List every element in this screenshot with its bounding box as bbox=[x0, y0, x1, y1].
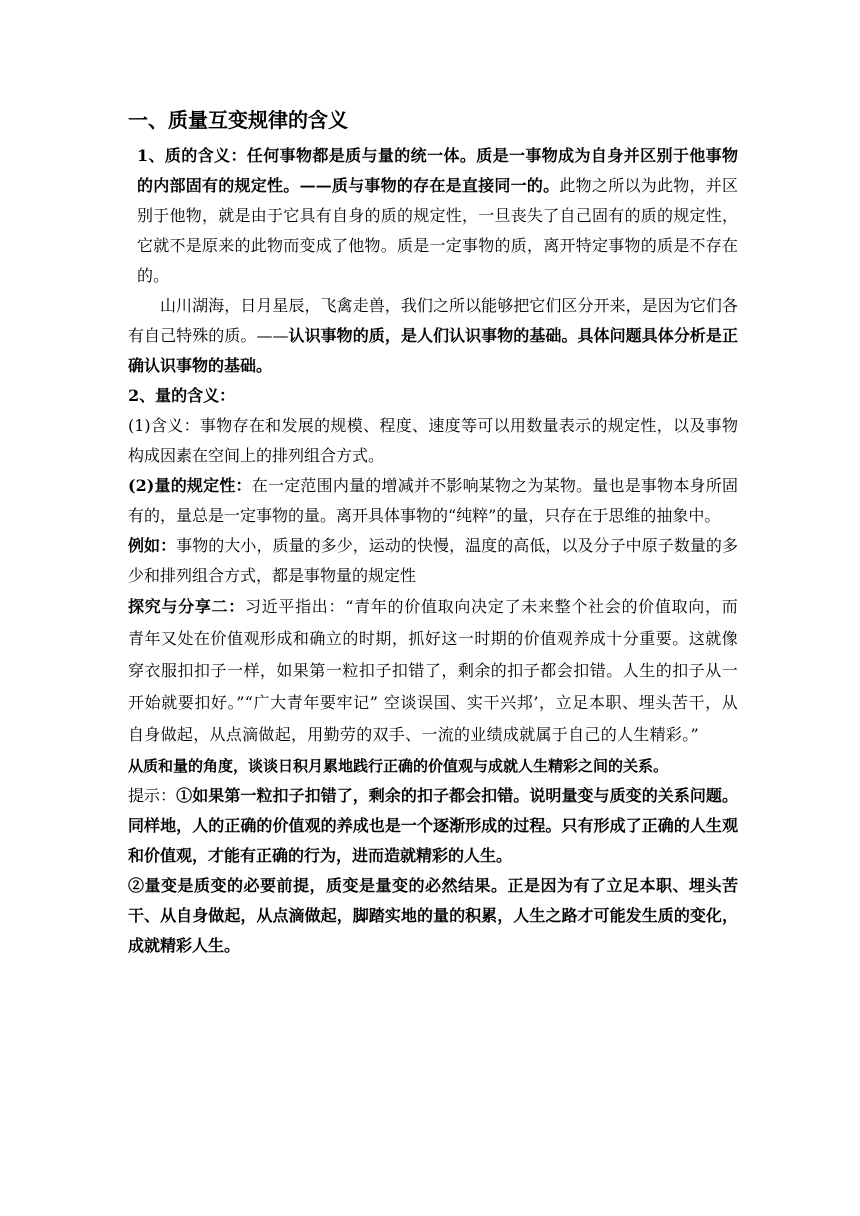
quality-example-text: 山川湖海，日月星辰，飞禽走兽，我们之所以能够把它们区分开来，是因为它们各有自己特殊的质。—— bbox=[128, 296, 738, 345]
quantity-regulation-label: (2)量的规定性： bbox=[128, 476, 252, 495]
quantity-example bbox=[128, 531, 738, 591]
quality-example-bold: 认识事物的质，是人们认识事物的基础。具体问题具体分析是正确认识事物的基础。 bbox=[128, 326, 738, 375]
quantity-regulation bbox=[128, 471, 738, 531]
quality-example bbox=[128, 291, 738, 381]
document-page bbox=[128, 105, 738, 961]
hint-second: ②量变是质变的必要前提，质变是量变的必然结果。正是因为有了立足本职、埋头苦干、从自身做起，从点滴做起，脚踏实地的量的积累，人生之路才可能发生质的变化，成就精彩人生。 bbox=[128, 876, 738, 955]
quantity-meaning-label: (1)含义： bbox=[128, 416, 200, 435]
quality-definition bbox=[128, 141, 738, 291]
hint-bold: ①如果第一粒扣子扣错了，剩余的扣子都会扣错。说明量变与质变的关系问题。同样地，人的正确的价值观的养成也是一个逐渐形成的过程。只有形成了正确的人生观和价值观，才能有正确的行为，进而造就精彩的人生。 bbox=[128, 786, 738, 865]
quantity-example-text: 事物的大小，质量的多少，运动的快慢，温度的高低，以及分子中原子数量的多少和排列组合方式，都是事物量的规定性 bbox=[128, 536, 738, 585]
hint bbox=[128, 781, 738, 871]
explore-share-text: 习近平指出：“青年的价值取向决定了未来整个社会的价值取向，而青年又处在价值观形成和确立的时期，抓好这一时期的价值观养成十分重要。这就像穿衣服扣扣子一样，如果第一粒扣子扣错了，剩余的扣子都会扣错。人生的扣子从一开始就要扣好。”“广大青年要牢记” 空谈误国、实干兴邦’，立足本职、埋头苦干，从自身做起，从点滴做起，用勤劳的双手、一流的业绩成就属于自己的人生精彩。” bbox=[128, 597, 738, 744]
hint-label: 提示： bbox=[128, 786, 177, 805]
question: 从质和量的角度，谈谈日积月累地践行正确的价值观与成就人生精彩之间的关系。 bbox=[128, 757, 669, 775]
quantity-meaning-text: 事物存在和发展的规模、程度、速度等可以用数量表示的规定性，以及事物构成因素在空间上的排列组合方式。 bbox=[128, 416, 738, 465]
quantity-meaning bbox=[128, 411, 738, 471]
quantity-example-label: 例如： bbox=[128, 536, 177, 555]
quantity-title: 2、量的含义： bbox=[128, 386, 236, 405]
quality-definition-text: 此物之所以为此物，并区别于他物，就是由于它具有自身的质的规定性，一旦丧失了自己固有的质的规定性，它就不是原来的此物而变成了他物。质是一定事物的质，离开特定事物的质是不存在的。 bbox=[137, 176, 738, 285]
section-heading: 一、质量互变规律的含义 bbox=[128, 108, 348, 132]
explore-share bbox=[128, 591, 738, 751]
explore-share-label: 探究与分享二： bbox=[128, 597, 245, 616]
quantity-regulation-text: 在一定范围内量的增减并不影响某物之为某物。量也是事物本身所固有的，量总是一定事物的量。离开具体事物的“纯粹”的量，只存在于思维的抽象中。 bbox=[128, 476, 738, 525]
quality-definition-bold: 1、质的含义：任何事物都是质与量的统一体。质是一事物成为自身并区别于他事物的内部固有的规定性。——质与事物的存在是直接同一的。 bbox=[137, 146, 738, 195]
